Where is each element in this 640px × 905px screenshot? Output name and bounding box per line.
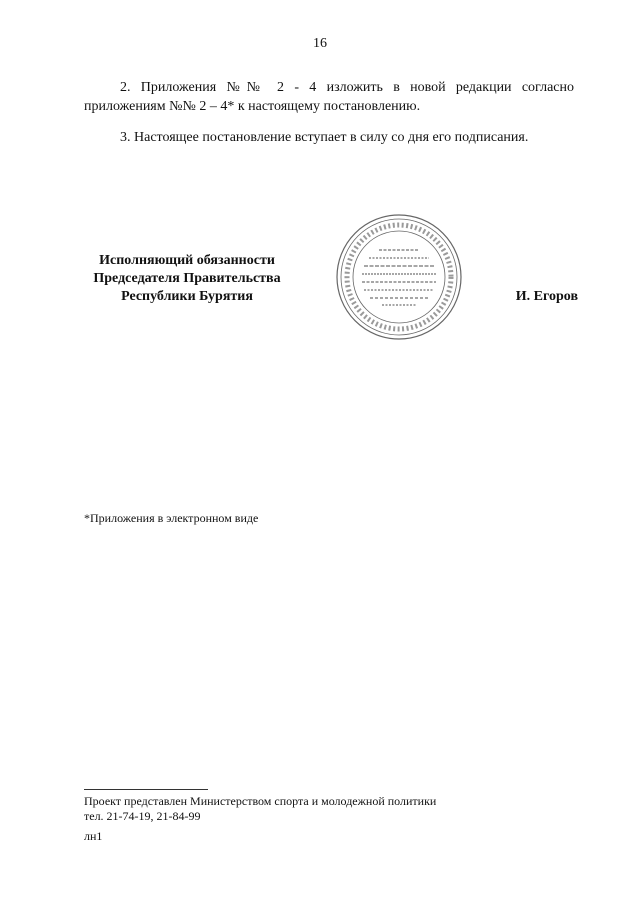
paragraph-effective-date: 3. Настоящее постановление вступает в силу со дня его подписания.	[120, 130, 529, 145]
footnote: *Приложения в электронном виде	[84, 511, 259, 525]
footer-divider	[84, 789, 208, 790]
signer-name: И. Егоров	[515, 289, 578, 304]
signer-position	[72, 252, 302, 306]
footer-submitted-by: Проект представлен Министерством спорта и молодежной политики	[84, 794, 437, 808]
footer-code: лн1	[84, 829, 103, 843]
signer-position-line: Республики Бурятия	[121, 289, 253, 304]
official-round-seal-icon	[334, 212, 464, 342]
paragraph-appendices: 2. Приложения №№ 2 - 4 изложить в новой редакции согласно приложениям №№ 2 – 4* к настоящему постановлению.	[84, 80, 574, 114]
page-number: 16	[313, 36, 327, 51]
signer-position-line: Председателя Правительства	[93, 271, 281, 286]
signer-position-line: Исполняющий обязанности	[99, 253, 275, 268]
footer-phone: тел. 21-74-19, 21-84-99	[84, 809, 201, 823]
